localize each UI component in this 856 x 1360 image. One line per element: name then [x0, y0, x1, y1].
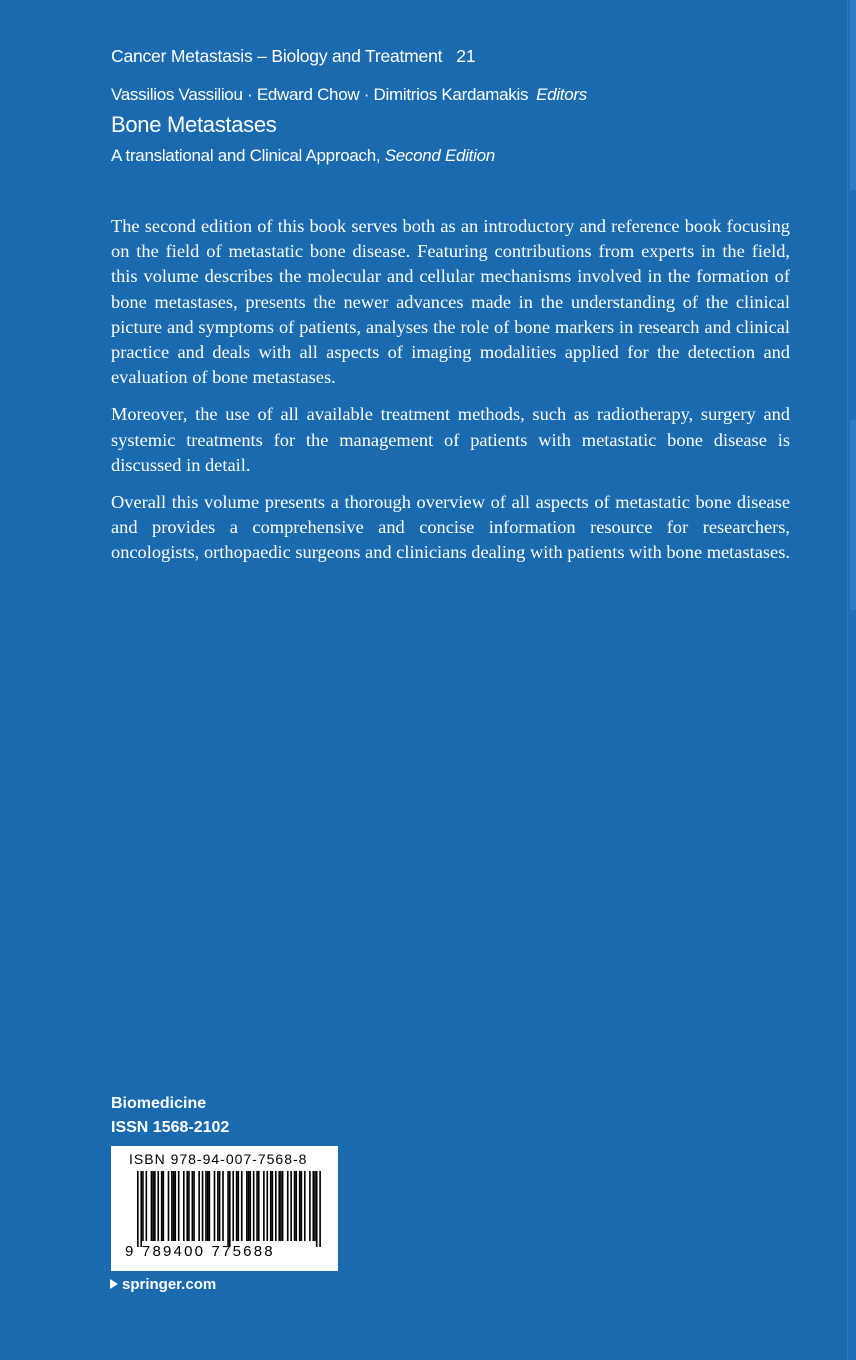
barcode-bar: [222, 1171, 224, 1241]
barcode-bar: [304, 1171, 306, 1241]
barcode-bar: [263, 1171, 265, 1241]
barcode-bar: [248, 1171, 250, 1241]
barcode-bar: [178, 1171, 180, 1241]
editor-names: Vassilios Vassiliou · Edward Chow · Dimitrios Kardamakis: [111, 85, 529, 104]
barcode-bar: [193, 1171, 195, 1241]
barcode-bar: [295, 1171, 297, 1241]
barcode-bar: [241, 1171, 243, 1241]
barcode-panel: [111, 1146, 338, 1271]
barcode-bar: [266, 1171, 268, 1241]
barcode-bar: [232, 1171, 234, 1241]
barcode-bar: [205, 1171, 207, 1241]
spine-edge: [847, 0, 856, 1360]
barcode-bar: [280, 1171, 282, 1241]
barcode-bar: [174, 1171, 176, 1241]
barcode-bar: [198, 1171, 200, 1241]
barcode-bar: [282, 1171, 284, 1241]
barcode-bar: [161, 1171, 163, 1241]
barcode-bar: [163, 1171, 165, 1241]
series-name: Cancer Metastasis – Biology and Treatment: [111, 46, 443, 66]
barcode-bar: [186, 1171, 188, 1241]
book-title: Bone Metastases: [111, 112, 277, 137]
barcode-bar: [316, 1171, 318, 1247]
publisher-url: springer.com: [122, 1276, 217, 1293]
barcode-bar: [314, 1171, 316, 1241]
barcode-bar: [294, 1171, 296, 1241]
description-paragraph: Moreover, the use of all available treatment methods, such as radiotherapy, surgery and systemic treatments for the management of patients with metastatic bone disease is discussed in detail.: [111, 404, 790, 475]
barcode-bar: [168, 1171, 170, 1241]
barcode-bar: [140, 1171, 142, 1247]
barcode-digits: 9 789400 775688: [125, 1243, 275, 1260]
barcode-bar: [312, 1171, 314, 1241]
barcode-bar: [202, 1171, 204, 1241]
book-subtitle: A translational and Clinical Approach,: [111, 146, 381, 165]
barcode-bar: [227, 1171, 229, 1247]
barcode-bar: [173, 1171, 175, 1241]
description: [111, 214, 790, 578]
barcode-bar: [258, 1171, 260, 1241]
barcode-bar: [142, 1171, 144, 1241]
barcode-bar: [301, 1171, 303, 1241]
publisher-link[interactable]: [110, 1276, 216, 1293]
barcode-icon: [137, 1171, 321, 1247]
barcode-bar: [219, 1171, 221, 1241]
barcode-bar: [275, 1171, 277, 1241]
barcode-bar: [249, 1171, 251, 1241]
isbn-label: ISBN 978-94-007-7568-8: [129, 1151, 308, 1167]
barcode-bar: [253, 1171, 255, 1241]
barcode-bar: [192, 1171, 194, 1241]
barcode-bar: [214, 1171, 216, 1241]
barcode-bar: [270, 1171, 272, 1241]
barcode-bar: [137, 1171, 139, 1247]
description-paragraph: The second edition of this book serves both as an introductory and reference book focusing on the field of metastatic bone disease. Featuring contributions from experts in the field, this volume describes the molecular and cellular mechanisms involved in the formation of bone metastases, presents the newer advances made in the understanding of the clinical picture and symptoms of patients, analyses the role of bone markers in research and clinical practice and deals with all aspects of imaging modalities applied for the detection and evaluation of bone metastases.: [111, 216, 790, 388]
barcode-bar: [278, 1171, 280, 1241]
issn: ISSN 1568-2102: [111, 1119, 230, 1136]
spine-mark: [850, 0, 856, 190]
subject-category: Biomedicine: [111, 1095, 207, 1112]
barcode-bar: [151, 1171, 153, 1241]
series-line: [111, 46, 475, 67]
barcode-bar: [217, 1171, 219, 1241]
barcode-bar: [238, 1171, 240, 1241]
barcode-bar: [183, 1171, 185, 1241]
book-edition: Second Edition: [384, 146, 495, 165]
editors-line: [111, 85, 587, 105]
barcode-bar: [209, 1171, 211, 1241]
barcode-bar: [146, 1171, 148, 1241]
description-paragraph: Overall this volume presents a thorough overview of all aspects of metastatic bone disease and provides a comprehensive and concise information resource for researchers, oncologists, orthopaedic surgeons and clinicians dealing with patients with bone metastases.: [111, 492, 790, 563]
barcode-bar: [256, 1171, 258, 1241]
barcode-bar: [236, 1171, 238, 1241]
barcode-bar: [154, 1171, 156, 1241]
barcode-bar: [319, 1171, 321, 1247]
barcode-bar: [246, 1171, 248, 1241]
spine-mark: [850, 420, 856, 610]
barcode-bar: [188, 1171, 190, 1241]
editors-role: Editors: [536, 85, 587, 104]
barcode-bar: [157, 1171, 159, 1241]
book-subtitle-line: [111, 146, 495, 166]
barcode-bar: [171, 1171, 173, 1241]
barcode-bar: [152, 1171, 154, 1241]
barcode-bar: [272, 1171, 274, 1241]
series-number: 21: [456, 46, 476, 66]
barcode-bar: [290, 1171, 292, 1241]
barcode-bar: [287, 1171, 289, 1241]
barcode-bar: [299, 1171, 301, 1241]
barcode-bar: [229, 1171, 231, 1247]
barcode-bar: [207, 1171, 209, 1241]
arrow-right-icon: [110, 1279, 118, 1289]
barcode-bar: [309, 1171, 311, 1241]
